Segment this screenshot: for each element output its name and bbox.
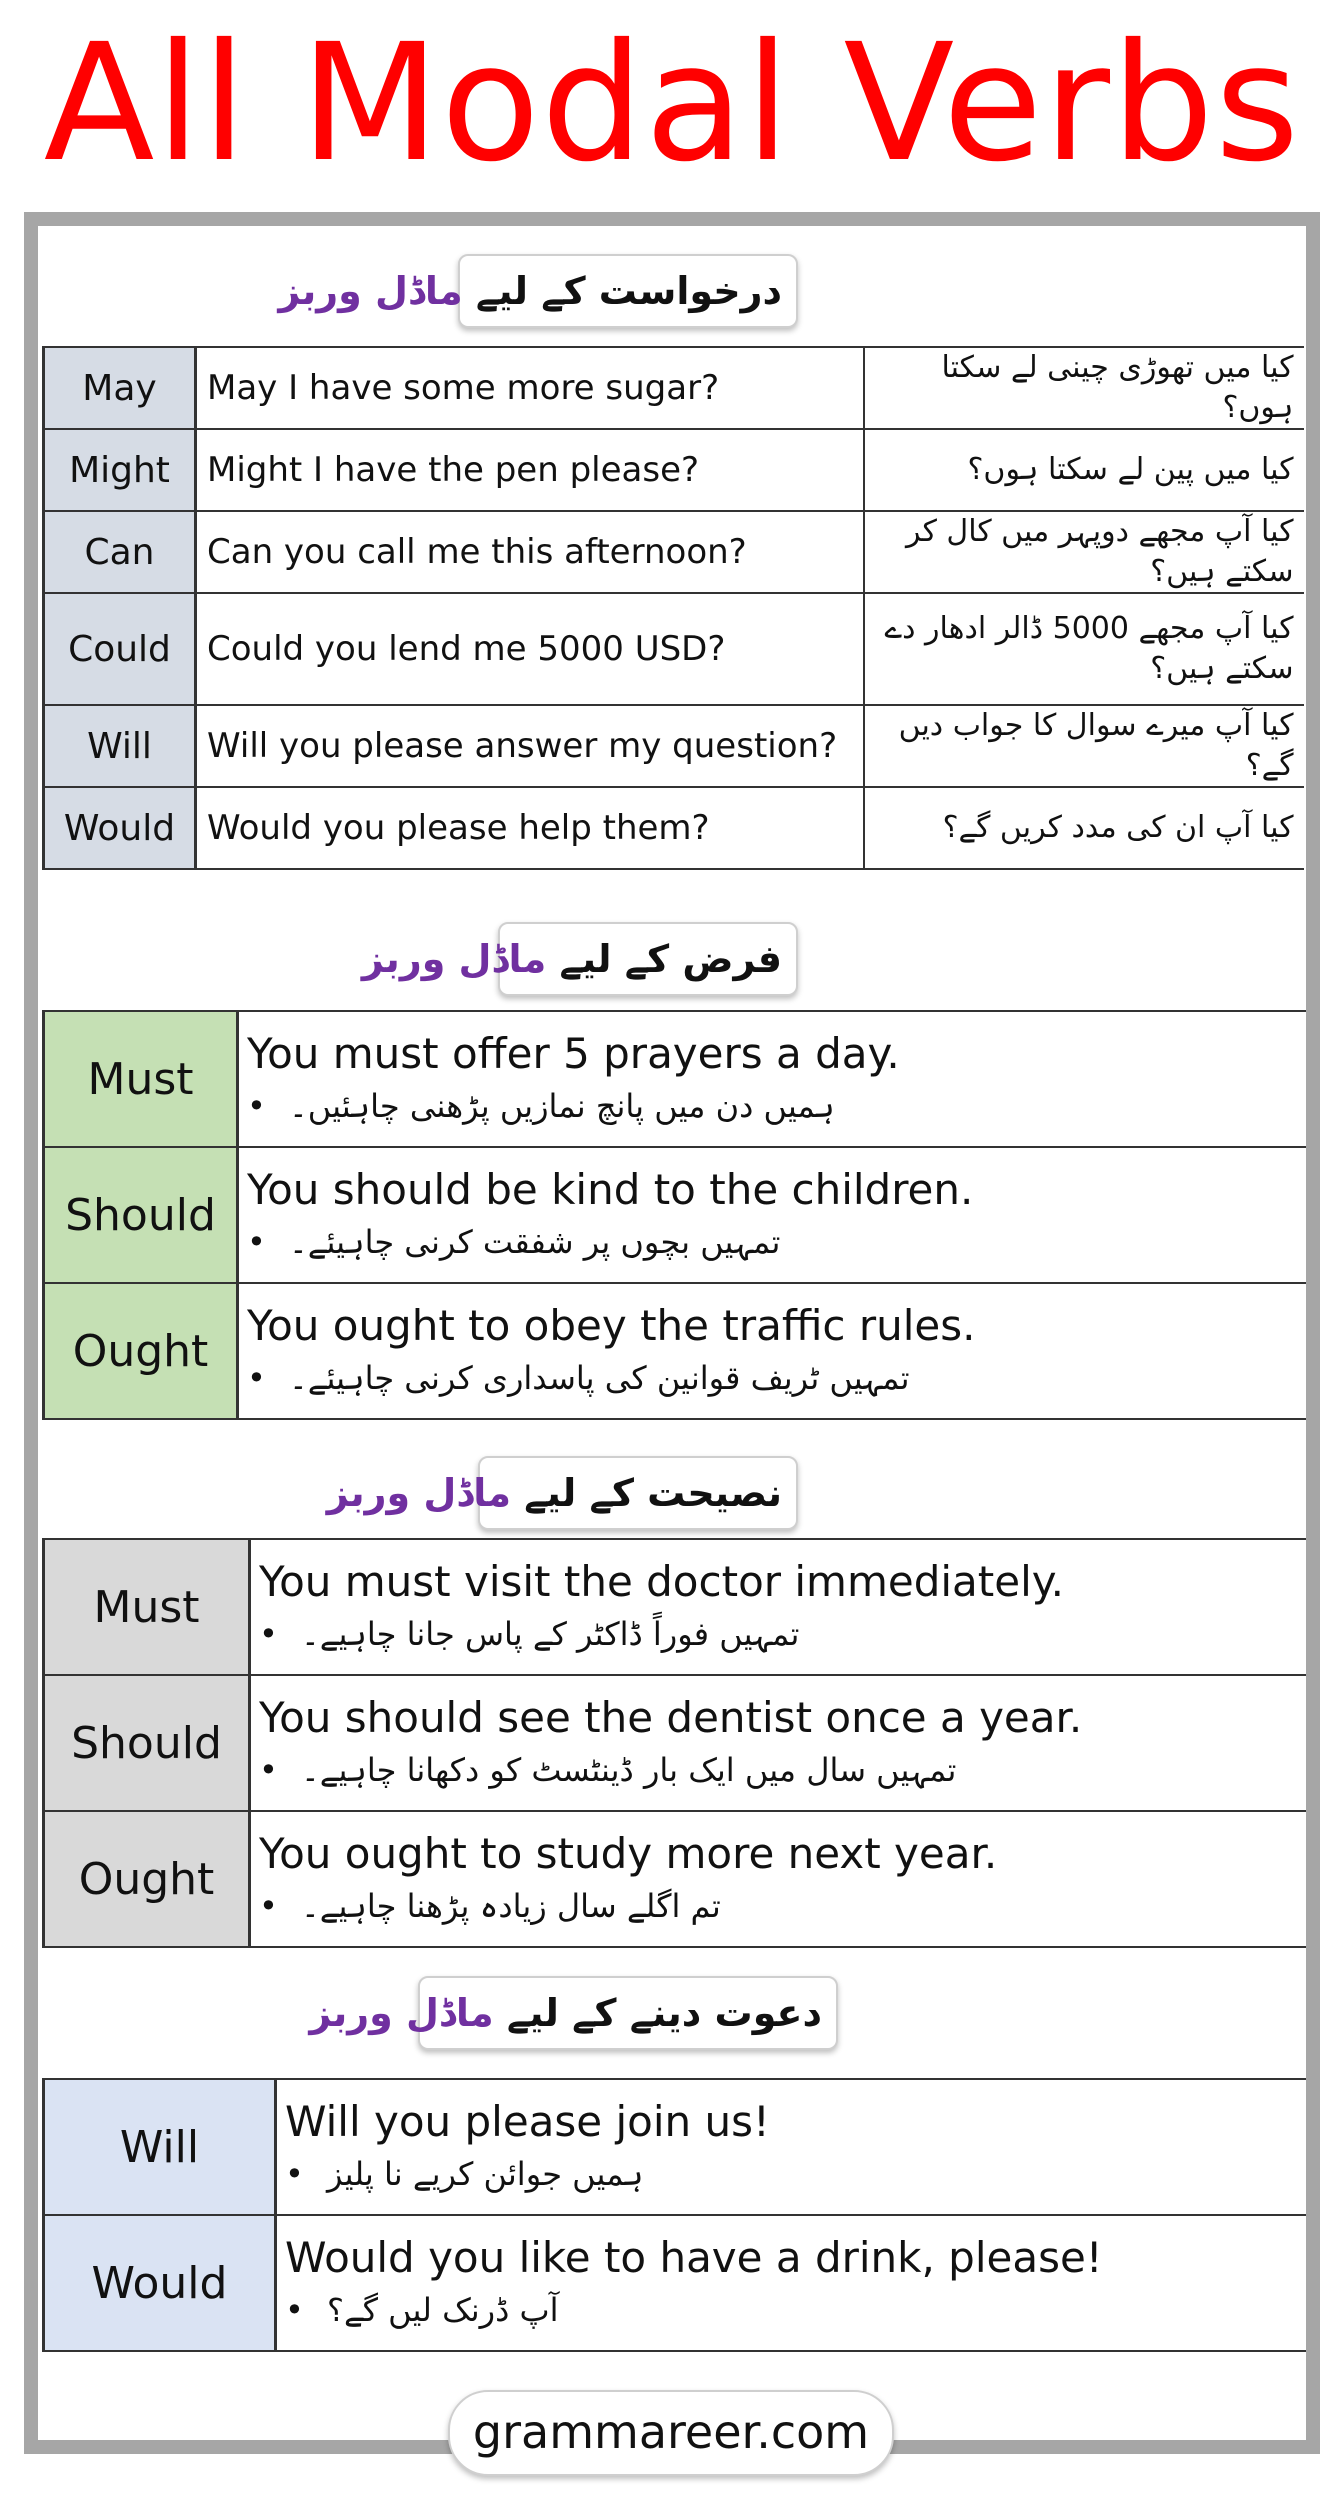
sentence-cell [250,1811,1306,1947]
advice-modals-table [42,1538,1306,1948]
english-sentence: You ought to study more next year. [259,1829,998,1878]
modal-cell: Will [44,2079,276,2215]
urdu-translation: کیا آپ مجھے دوپہر میں کال کر سکتے ہیں؟ [864,511,1304,593]
modal-cell: Could [44,593,196,705]
english-sentence: You should see the dentist once a year. [259,1693,1083,1742]
heading-highlight: ماڈل وربز [361,937,547,981]
urdu-translation: ہمیں جوائن کریے نا پلیز [327,2155,644,2193]
urdu-translation: تمہیں ٹریف قوانین کی پاسداری کرنی چاہیئے۔ [289,1359,910,1397]
bullet-icon: • [285,2155,304,2193]
urdu-translation: کیا آپ ان کی مدد کریں گے؟ [864,787,1304,869]
table-row [44,1147,1306,1283]
english-sentence: May I have some more sugar? [196,347,864,429]
urdu-line [247,1217,1296,1267]
section-heading-advice [326,1456,798,1530]
modal-cell: Ought [44,1811,250,1947]
sentence-cell [238,1011,1306,1147]
sentence-cell [250,1539,1306,1675]
english-sentence: Might I have the pen please? [196,429,864,511]
heading-highlight: ماڈل وربز [278,269,463,313]
modal-cell: Might [44,429,196,511]
urdu-line [285,2149,1296,2199]
bullet-icon: • [259,1751,278,1789]
section-heading-invitation [309,1976,838,2050]
english-sentence: You must offer 5 prayers a day. [247,1029,900,1078]
modal-cell: Must [44,1011,238,1147]
modal-cell: Ought [44,1283,238,1419]
english-sentence: Can you call me this afternoon? [196,511,864,593]
urdu-line [259,1609,1296,1659]
table-row [44,1011,1306,1147]
heading-main: درخواست کے لیے [475,269,782,313]
modal-cell: Should [44,1675,250,1811]
bullet-icon: • [247,1087,266,1125]
request-modals-table [42,346,1304,870]
urdu-translation: تمہیں بچوں پر شفقت کرنی چاہیئے۔ [289,1223,781,1261]
urdu-translation: تم اگلے سال زیادہ پڑھنا چاہیے۔ [301,1887,721,1925]
section-heading-request [278,254,798,328]
modal-cell: Will [44,705,196,787]
obligation-modals-table [42,1010,1306,1420]
english-sentence: You should be kind to the children. [247,1165,974,1214]
heading-highlight: ماڈل وربز [326,1471,512,1515]
heading-main: نصیحت کے لیے [524,1471,782,1515]
bullet-icon: • [259,1615,278,1653]
urdu-line [259,1745,1296,1795]
heading-main: فرض کے لیے [559,937,782,981]
modal-cell: May [44,347,196,429]
modal-cell: Should [44,1147,238,1283]
table-row [44,2215,1306,2351]
urdu-translation: تمہیں سال میں ایک بار ڈینٹسٹ کو دکھانا چاہیے۔ [301,1751,957,1789]
content-frame [24,212,1320,2454]
urdu-line [285,2285,1296,2335]
sentence-cell [276,2215,1306,2351]
modal-cell: Can [44,511,196,593]
english-sentence: Would you like to have a drink, please! [285,2233,1103,2282]
table-row [44,593,1304,705]
sentence-cell [276,2079,1306,2215]
urdu-translation: تمہیں فوراً ڈاکٹر کے پاس جانا چاہیے۔ [301,1615,800,1653]
sentence-cell [250,1675,1306,1811]
urdu-translation: کیا آپ میرے سوال کا جواب دیں گے؟ [864,705,1304,787]
modal-cell: Would [44,2215,276,2351]
english-sentence: Will you please answer my question? [196,705,864,787]
table-row [44,347,1304,429]
english-sentence: You ought to obey the traffic rules. [247,1301,976,1350]
sentence-cell [238,1147,1306,1283]
heading-highlight: ماڈل وربز [309,1991,494,2035]
table-row [44,705,1304,787]
urdu-translation: کیا آپ مجھے 5000 ڈالر ادھار دے سکتے ہیں؟ [864,593,1304,705]
table-row [44,787,1304,869]
urdu-translation: کیا میں پین لے سکتا ہوں؟ [864,429,1304,511]
table-row [44,1811,1306,1947]
table-row [44,2079,1306,2215]
table-row [44,1283,1306,1419]
modal-cell: Must [44,1539,250,1675]
heading-main: دعوت دینے کے لیے [506,1991,822,2035]
urdu-line [247,1081,1296,1131]
english-sentence: You must visit the doctor immediately. [259,1557,1064,1606]
table-row [44,1675,1306,1811]
invitation-modals-table [42,2078,1306,2352]
section-heading-obligation [361,922,798,996]
sentence-cell [238,1283,1306,1419]
urdu-line [247,1353,1296,1403]
urdu-translation: کیا میں تھوڑی چینی لے سکتا ہوں؟ [864,347,1304,429]
bullet-icon: • [259,1887,278,1925]
bullet-icon: • [247,1223,266,1261]
bullet-icon: • [285,2291,304,2329]
bullet-icon: • [247,1359,266,1397]
page-title: All Modal Verbs [43,10,1301,198]
urdu-translation: ہمیں دن میں پانچ نمازیں پڑھنی چاہئیں۔ [289,1087,835,1125]
urdu-line [259,1881,1296,1931]
table-row [44,429,1304,511]
urdu-translation: آپ ڈرنک لیں گے؟ [327,2291,559,2329]
english-sentence: Could you lend me 5000 USD? [196,593,864,705]
table-row [44,511,1304,593]
english-sentence: Will you please join us! [285,2097,770,2146]
modal-cell: Would [44,787,196,869]
english-sentence: Would you please help them? [196,787,864,869]
table-row [44,1539,1306,1675]
site-url-badge[interactable]: grammareer.com [448,2390,894,2476]
